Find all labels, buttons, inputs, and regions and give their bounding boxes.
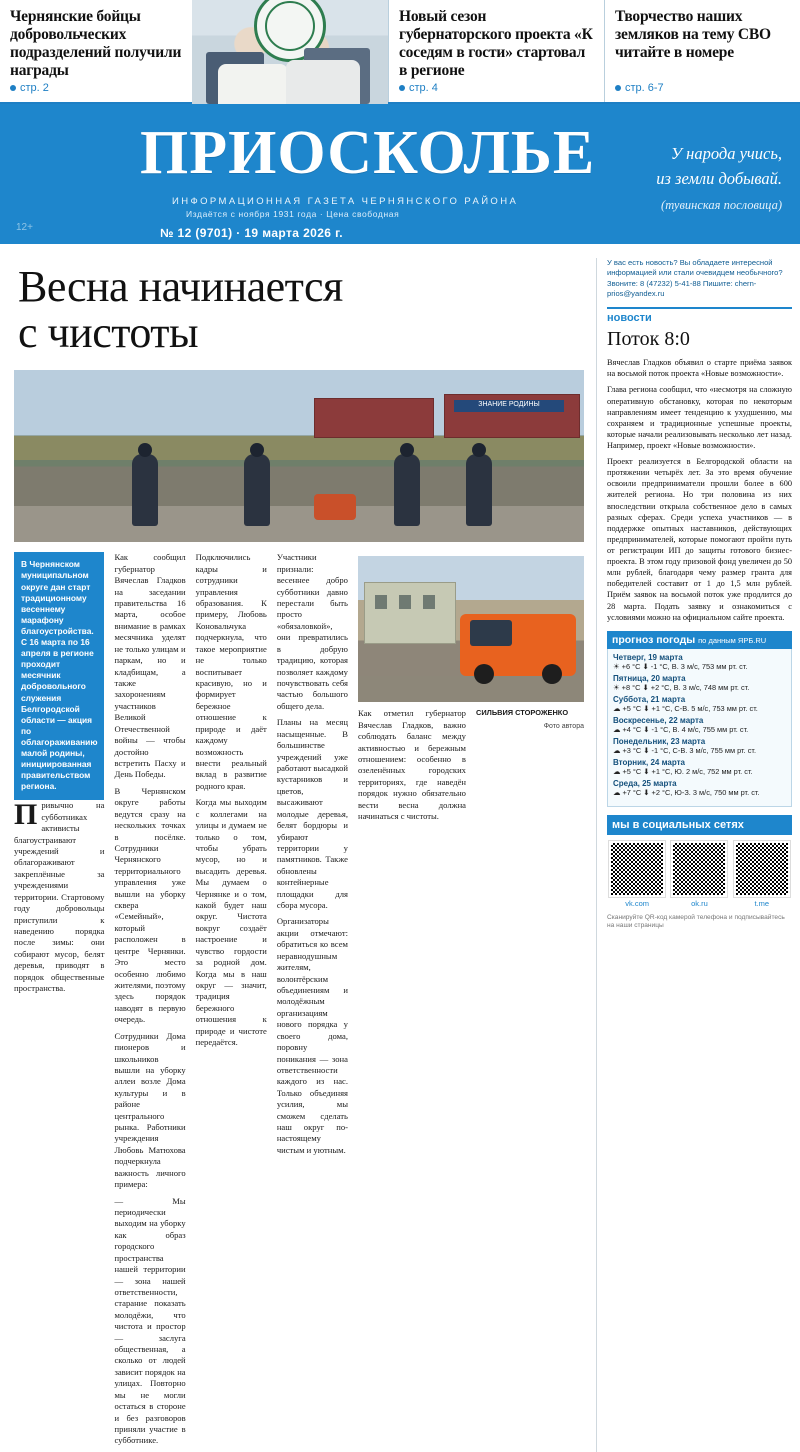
social-item[interactable]: [734, 841, 790, 908]
motto-line-1: У народа учись,: [670, 144, 782, 163]
photo-sweeper-cab: [470, 620, 512, 646]
photo-wheelbarrow: [314, 494, 356, 520]
top-teaser-strip: [0, 0, 800, 104]
article-paragraph: Когда мы выходим с коллегами на улицы и думаем не только о том, чтобы убрать мусор, но и высадить деревья. Мы думаем о Чернянке и о том, какой будет наш округ. Чистота вокруг создаёт настроение и чувство гордости за родной дом. Когда мы в наш округ — значит, традиция бережного отношения к природе и чистоте передаётся.: [195, 797, 267, 1048]
social-item[interactable]: [671, 841, 727, 908]
article-paragraph: Сотрудники Дома пионеров и школьников вышли на уборку аллеи возле Дома культуры и в районе центрального рынка. Работники учреждения Любовь Матюхова подчеркнула важность личного примера:: [114, 1030, 186, 1190]
photo-grass: [14, 436, 584, 460]
motto-line-2: из земли добывай.: [656, 168, 782, 188]
weather-values: ☁ +5 °C ⬇ +1 °C, Ю. 2 м/с, 752 мм рт. ст.: [613, 766, 753, 776]
social-widget-header: мы в социальных сетях: [607, 815, 792, 835]
article-paragraph: — Мы периодически выходим на уборку как образ городского пространства нашей территории — зона нашей ответственности, старание показать молодёжи, что чистота и простор — заслуга общественная, а сколько от людей зависит порядок на улицах. Повторно мы не могли остаться в стороне и без разговоров приняли участие в субботнике.: [114, 1195, 186, 1446]
weather-row: [613, 779, 786, 797]
weather-row: [613, 653, 786, 671]
newsroom-contact-note: У вас есть новость? Вы обладаете интересной информацией или стали очевидцем необычного? Звоните: 8 (47232) 5-41-88 Пишите: chern-prios@yandex.ru: [607, 258, 783, 298]
teaser-3-page-ref: стр. 4: [399, 82, 438, 94]
weather-row: [613, 716, 786, 734]
weather-day: Четверг, 19 марта: [613, 652, 683, 662]
weather-day: Понедельник, 23 марта: [613, 736, 706, 746]
photo-store-sign: ЗНАНИЕ РОДИНЫ: [454, 400, 564, 412]
article-paragraph: В Чернянском округе работы ведутся сразу на нескольких точках в посёлке. Сотрудники Чернянского территориального управления уже вышли на уборку сквера «Семейный», который расположен в центре Чернянки. Это место особенно любимо жителями, поэтому здесь порядок наводят в первую очередь.: [114, 785, 186, 1025]
weather-widget: [607, 649, 792, 807]
rail-headline: Поток 8:0: [607, 328, 690, 351]
rail-paragraph: Вячеслав Гладков объявил о старте приёма заявок на восьмой поток проекта «Новые возможности».: [607, 358, 792, 379]
teaser-1[interactable]: [0, 0, 192, 102]
weather-values: ☁ +3 °C ⬇ -1 °C, С-В. 3 м/с, 755 мм рт. ст.: [613, 745, 757, 755]
age-rating-badge: 12+: [16, 222, 33, 233]
weather-row: [613, 737, 786, 755]
article-columns: [14, 552, 584, 1451]
article-lead: В Чернянском муниципальном округе дан старт традиционному весеннему марафону благоустройства. С 16 марта по 16 апреля в регионе проходит месячник добровольного служения Белгородской области — акция по облагораживанию малой родины, инициированная правительством региона.: [14, 552, 104, 800]
rail-paragraph: Глава региона сообщил, что «несмотря на сложную оперативную обстановку, которая по некоторым направлениям имеет тенденцию к ухудшению, мы сохраняем и традиционные успешные проекты, которые начали реализовывать несколько лет назад. Например, проект «Новые возможности».: [607, 385, 792, 451]
photo-street-sweeper: [460, 614, 576, 676]
article-column-2: [114, 552, 185, 1451]
weather-values: ☀ +6 °C ⬇ -1 °C, В. 3 м/с, 753 мм рт. ст.: [613, 661, 748, 671]
photo-window: [375, 595, 387, 609]
photo-window: [423, 595, 435, 609]
main-photo: [14, 370, 584, 542]
weather-values: ☁ +5 °C ⬇ +1 °C, С-В. 5 м/с, 753 мм рт. ст.: [613, 703, 758, 713]
bullet-icon: [10, 85, 16, 91]
teaser-4-page-ref: стр. 6-7: [615, 82, 664, 94]
article-column-1: [14, 552, 104, 1451]
article-paragraph: Организаторы акции отмечают: обратиться ко всем неравнодушным жителям, волонтёрским объединениям и молодёжным организациям нового порядка у своего дома, поровну поникания — зона ответственности каждого из нас. Только объединяя усилия, мы сможем сделать наш округ по-настоящему чистым и уютным.: [276, 916, 348, 1155]
photo-house: [364, 582, 456, 644]
article-paragraph: Привычно на субботниках активисты благоустраивают учреждений и облагораживают закреплённые за учреждениями территории. Стартовому году добровольцы приступили к наведению порядка после зимы: они собирают мусор, белят деревья, приводят в порядок общественные пространства.: [14, 798, 105, 994]
weather-row: [613, 758, 786, 776]
weather-row: [613, 695, 786, 713]
article-signature: СИЛЬВИЯ СТОРОЖЕНКО: [475, 708, 569, 718]
rail-paragraph: Проект реализуется в Белгородской области на протяжении четырёх лет. За это время обучение освоили предприниматели прошли более в 600 жителей региона. Но три половина из них впоследствии открыла собственное дело в самых разных сферах. Среди успеха участников — в поддержке опытных наставников, действующих предпринимателей, которые помогают пройти путь от регистрации ИП до защиты готового бизнес-проекта. В этом году призовой фонд увеличен до 50 млн рублей, благодаря чему размер гранта для победителей составит от 1 до 1,5 млн рублей. Приём заявок на восьмой поток уже продлится до 28 марта. Подать заявку и ознакомиться с условиями можно на официальном сайте проекта.: [607, 457, 792, 622]
social-qr-grid: [607, 835, 792, 908]
article-paragraph: Как отметил губернатор Вячеслав Гладков, важно соблюдать баланс между активностью и бережным отношением: особенно в озеленённых городских территориях, где наведён порядок нужно обязательно вести весна должна начинаться с чистоты.: [357, 708, 466, 822]
weather-day: Суббота, 21 марта: [613, 694, 686, 704]
photo-person-2: [244, 454, 270, 526]
article-paragraph: Как сообщил губернатор Вячеслав Гладков на заседании правительства 16 марта, особое внимание в рамках месячника уделят не только улицам и паркам, но и кладбищам, а также захоронениям участников Великой Отечественной войны — чтобы достойно встретить Пасху и День Победы.: [114, 552, 186, 780]
photo-person-3: [394, 454, 420, 526]
photo-road: [14, 506, 584, 542]
headline-line-1: Весна начинается: [18, 262, 343, 311]
photo-person-1: [132, 454, 158, 526]
weather-values: ☀ +8 °C ⬇ +2 °C, В. 3 м/с, 748 мм рт. ст.: [613, 682, 750, 692]
masthead: [0, 104, 800, 244]
photo-person-4: [466, 454, 492, 526]
teaser-1-headline: Чернянские бойцы добровольческих подразделений получили награды: [10, 8, 182, 79]
social-label: ok.ru: [691, 898, 708, 908]
secondary-photo: [358, 556, 584, 702]
qr-code-icon[interactable]: [609, 841, 665, 897]
bullet-icon: [615, 85, 621, 91]
weather-day: Вторник, 24 марта: [613, 757, 685, 767]
weather-widget-header: [607, 631, 792, 649]
photo-window: [399, 595, 411, 609]
weather-source: по данным ЯРБ.RU: [698, 635, 767, 645]
photo-person-right: [286, 60, 360, 104]
teaser-1-page-ref: стр. 2: [10, 82, 49, 94]
social-label: vk.com: [625, 898, 650, 908]
photo-person-left: [218, 64, 288, 104]
social-item[interactable]: [609, 841, 665, 908]
photo-building-1: [314, 398, 434, 438]
masthead-motto: [552, 142, 782, 214]
photo-credit: Фото автора: [543, 723, 584, 731]
weather-row: [613, 674, 786, 692]
weather-values: ☁ +7 °C ⬇ +2 °C, Ю-З. 3 м/с, 750 мм рт. ст.: [613, 787, 760, 797]
page-content: [0, 244, 800, 1452]
article-column-3: [196, 552, 267, 1451]
qr-code-icon[interactable]: [734, 841, 790, 897]
headline-line-2: с чистоты: [18, 308, 199, 358]
weather-day: Пятница, 20 марта: [613, 673, 686, 683]
weather-day: Среда, 25 марта: [613, 778, 677, 788]
right-rail: [596, 258, 792, 1452]
article-column-5: [358, 552, 584, 1451]
teaser-4[interactable]: [604, 0, 800, 102]
masthead-subtitle: ИНФОРМАЦИОННАЯ ГАЗЕТА ЧЕРНЯНСКОГО РАЙОНА: [172, 196, 519, 207]
section-title-news: новости: [607, 307, 792, 324]
motto-source: (тувинская пословица): [661, 197, 782, 212]
teaser-4-headline: Творчество наших земляков на тему СВО читайте в номере: [615, 8, 771, 61]
weather-day: Воскресенье, 22 марта: [613, 715, 704, 725]
newspaper-title: ПРИОСКОЛЬЕ: [140, 119, 596, 187]
article-paragraph: Подключились кадры и сотрудники управления образования. К примеру, Любовь Коновальчука подчеркнула, что такое мероприятие не только воспитывает красивую, но и формирует бережное отношение к природе и даёт каждому возможность внести реальный вклад в развитие родного края.: [195, 552, 267, 791]
qr-code-icon[interactable]: [671, 841, 727, 897]
bullet-icon: [399, 85, 405, 91]
article-column-4: [277, 552, 348, 1451]
social-footer-note: Сканируйте QR-код камерой телефона и подписывайтесь на наши страницы: [607, 913, 785, 930]
teaser-photo-image: [192, 0, 388, 104]
page-title: [18, 264, 584, 356]
weather-title: прогноз погоды: [612, 633, 696, 646]
teaser-3[interactable]: [388, 0, 604, 102]
masthead-founded: Издаётся с ноября 1931 года · Цена свободная: [186, 209, 400, 219]
teaser-3-headline: Новый сезон губернаторского проекта «К соседям в гости» стартовал в регионе: [399, 8, 593, 79]
article-paragraph: Участники признали: весеннее добро субботники давно перестали быть просто «обязаловкой», они превратились в добрую традицию, которая позволяет каждому почувствовать себя частью большого общего дела.: [276, 552, 348, 711]
masthead-issue: № 12 (9701) · 19 марта 2026 г.: [160, 226, 344, 240]
teaser-2-photo: [192, 0, 388, 102]
social-label: t.me: [754, 898, 770, 908]
main-article: [14, 258, 584, 1452]
weather-values: ☁ +4 °C ⬇ -1 °C, В. 4 м/с, 755 мм рт. ст.: [613, 724, 749, 734]
article-paragraph: Планы на месяц насыщенные. В большинстве учреждений уже работают высадкой кустарников и цветов, высаживают молодые деревья, белят бордюры и убирают территории у памятников. Также обновлены контейнерные площадки для сбора мусора.: [276, 717, 348, 911]
